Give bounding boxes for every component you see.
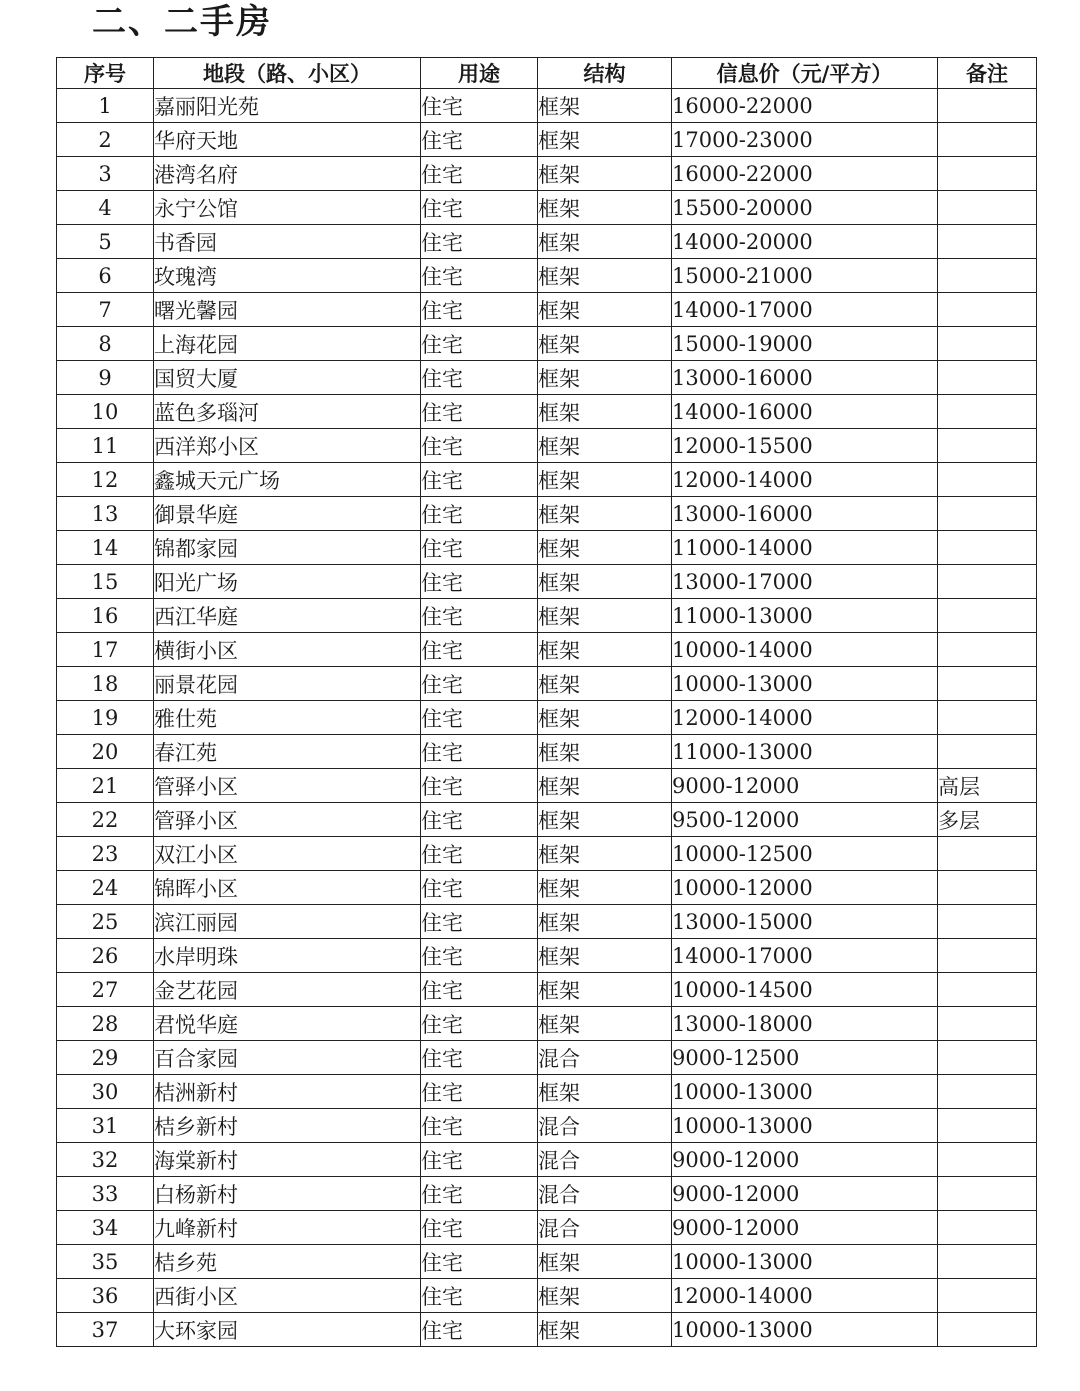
cell-usage: 住宅 — [421, 1109, 538, 1143]
table-row — [57, 667, 1037, 701]
cell-usage: 住宅 — [421, 1177, 538, 1211]
cell-no: 17 — [57, 633, 154, 667]
cell-note — [938, 123, 1037, 157]
cell-location: 国贸大厦 — [154, 361, 421, 395]
cell-location: 春江苑 — [154, 735, 421, 769]
cell-usage: 住宅 — [421, 599, 538, 633]
cell-usage: 住宅 — [421, 89, 538, 123]
cell-note — [938, 191, 1037, 225]
cell-usage: 住宅 — [421, 565, 538, 599]
cell-location: 九峰新村 — [154, 1211, 421, 1245]
cell-note — [938, 293, 1037, 327]
cell-note — [938, 361, 1037, 395]
cell-location: 御景华庭 — [154, 497, 421, 531]
cell-no: 29 — [57, 1041, 154, 1075]
cell-note — [938, 735, 1037, 769]
cell-usage: 住宅 — [421, 293, 538, 327]
cell-note: 高层 — [938, 769, 1037, 803]
cell-location: 白杨新村 — [154, 1177, 421, 1211]
cell-no: 37 — [57, 1313, 154, 1347]
cell-structure: 框架 — [538, 497, 672, 531]
cell-structure: 框架 — [538, 565, 672, 599]
table-row — [57, 89, 1037, 123]
cell-note — [938, 1211, 1037, 1245]
cell-location: 滨江丽园 — [154, 905, 421, 939]
cell-usage: 住宅 — [421, 225, 538, 259]
column-header-usage: 用途 — [421, 58, 538, 89]
cell-price: 14000-20000 — [672, 225, 938, 259]
cell-note — [938, 1245, 1037, 1279]
cell-location: 大环家园 — [154, 1313, 421, 1347]
table-row — [57, 361, 1037, 395]
cell-price: 9500-12000 — [672, 803, 938, 837]
cell-price: 10000-12000 — [672, 871, 938, 905]
table-row — [57, 1279, 1037, 1313]
cell-note — [938, 1075, 1037, 1109]
cell-usage: 住宅 — [421, 157, 538, 191]
cell-structure: 框架 — [538, 973, 672, 1007]
cell-no: 32 — [57, 1143, 154, 1177]
cell-structure: 框架 — [538, 633, 672, 667]
table-row — [57, 293, 1037, 327]
table-row — [57, 1075, 1037, 1109]
cell-no: 23 — [57, 837, 154, 871]
cell-price: 14000-17000 — [672, 939, 938, 973]
cell-location: 华府天地 — [154, 123, 421, 157]
cell-location: 西街小区 — [154, 1279, 421, 1313]
cell-usage: 住宅 — [421, 735, 538, 769]
cell-location: 金艺花园 — [154, 973, 421, 1007]
cell-location: 曙光馨园 — [154, 293, 421, 327]
cell-note — [938, 89, 1037, 123]
cell-price: 9000-12000 — [672, 1143, 938, 1177]
cell-location: 横街小区 — [154, 633, 421, 667]
cell-note — [938, 259, 1037, 293]
cell-structure: 框架 — [538, 837, 672, 871]
column-header-location: 地段（路、小区） — [154, 58, 421, 89]
cell-structure: 框架 — [538, 531, 672, 565]
cell-note — [938, 531, 1037, 565]
cell-usage: 住宅 — [421, 327, 538, 361]
cell-location: 海棠新村 — [154, 1143, 421, 1177]
table-row — [57, 905, 1037, 939]
cell-note — [938, 599, 1037, 633]
table-row — [57, 735, 1037, 769]
cell-usage: 住宅 — [421, 1041, 538, 1075]
cell-note — [938, 667, 1037, 701]
cell-structure: 混合 — [538, 1177, 672, 1211]
cell-price: 12000-14000 — [672, 1279, 938, 1313]
cell-location: 君悦华庭 — [154, 1007, 421, 1041]
cell-usage: 住宅 — [421, 1007, 538, 1041]
table-row — [57, 429, 1037, 463]
cell-structure: 框架 — [538, 1279, 672, 1313]
cell-no: 26 — [57, 939, 154, 973]
cell-usage: 住宅 — [421, 633, 538, 667]
cell-location: 丽景花园 — [154, 667, 421, 701]
cell-location: 玫瑰湾 — [154, 259, 421, 293]
cell-usage: 住宅 — [421, 395, 538, 429]
cell-note — [938, 701, 1037, 735]
cell-note: 多层 — [938, 803, 1037, 837]
cell-note — [938, 565, 1037, 599]
cell-location: 锦晖小区 — [154, 871, 421, 905]
cell-structure: 框架 — [538, 1245, 672, 1279]
cell-price: 17000-23000 — [672, 123, 938, 157]
cell-usage: 住宅 — [421, 701, 538, 735]
cell-usage: 住宅 — [421, 259, 538, 293]
cell-structure: 框架 — [538, 1075, 672, 1109]
cell-no: 33 — [57, 1177, 154, 1211]
cell-usage: 住宅 — [421, 1211, 538, 1245]
cell-location: 永宁公馆 — [154, 191, 421, 225]
cell-no: 2 — [57, 123, 154, 157]
cell-note — [938, 633, 1037, 667]
cell-no: 25 — [57, 905, 154, 939]
table-row — [57, 1143, 1037, 1177]
cell-price: 13000-18000 — [672, 1007, 938, 1041]
cell-no: 31 — [57, 1109, 154, 1143]
cell-usage: 住宅 — [421, 667, 538, 701]
cell-structure: 框架 — [538, 667, 672, 701]
table-row — [57, 1041, 1037, 1075]
table-row — [57, 769, 1037, 803]
cell-structure: 框架 — [538, 191, 672, 225]
cell-no: 1 — [57, 89, 154, 123]
cell-note — [938, 871, 1037, 905]
cell-price: 9000-12000 — [672, 1177, 938, 1211]
table-row — [57, 939, 1037, 973]
cell-no: 12 — [57, 463, 154, 497]
cell-location: 锦都家园 — [154, 531, 421, 565]
table-row — [57, 259, 1037, 293]
cell-structure: 框架 — [538, 905, 672, 939]
column-header-note: 备注 — [938, 58, 1037, 89]
cell-structure: 框架 — [538, 157, 672, 191]
cell-no: 18 — [57, 667, 154, 701]
cell-price: 15500-20000 — [672, 191, 938, 225]
table-row — [57, 463, 1037, 497]
cell-no: 14 — [57, 531, 154, 565]
cell-location: 百合家园 — [154, 1041, 421, 1075]
cell-usage: 住宅 — [421, 463, 538, 497]
cell-location: 西江华庭 — [154, 599, 421, 633]
table-row — [57, 701, 1037, 735]
table-row — [57, 191, 1037, 225]
cell-location: 嘉丽阳光苑 — [154, 89, 421, 123]
cell-usage: 住宅 — [421, 1279, 538, 1313]
table-row — [57, 327, 1037, 361]
cell-usage: 住宅 — [421, 769, 538, 803]
table-row — [57, 497, 1037, 531]
table-row — [57, 837, 1037, 871]
cell-location: 桔乡新村 — [154, 1109, 421, 1143]
cell-location: 港湾名府 — [154, 157, 421, 191]
cell-price: 10000-13000 — [672, 1075, 938, 1109]
cell-price: 10000-12500 — [672, 837, 938, 871]
cell-no: 27 — [57, 973, 154, 1007]
cell-usage: 住宅 — [421, 123, 538, 157]
table-row — [57, 1211, 1037, 1245]
cell-price: 12000-14000 — [672, 701, 938, 735]
cell-no: 21 — [57, 769, 154, 803]
cell-price: 12000-14000 — [672, 463, 938, 497]
cell-location: 上海花园 — [154, 327, 421, 361]
cell-usage: 住宅 — [421, 1075, 538, 1109]
cell-structure: 框架 — [538, 225, 672, 259]
cell-structure: 框架 — [538, 327, 672, 361]
cell-price: 16000-22000 — [672, 89, 938, 123]
cell-note — [938, 1109, 1037, 1143]
cell-usage: 住宅 — [421, 837, 538, 871]
cell-note — [938, 395, 1037, 429]
cell-price: 9000-12500 — [672, 1041, 938, 1075]
cell-location: 水岸明珠 — [154, 939, 421, 973]
cell-location: 蓝色多瑙河 — [154, 395, 421, 429]
column-header-structure: 结构 — [538, 58, 672, 89]
cell-structure: 框架 — [538, 1313, 672, 1347]
cell-structure: 框架 — [538, 429, 672, 463]
cell-note — [938, 1143, 1037, 1177]
cell-structure: 混合 — [538, 1109, 672, 1143]
cell-price: 10000-13000 — [672, 667, 938, 701]
cell-price: 11000-13000 — [672, 735, 938, 769]
cell-note — [938, 1007, 1037, 1041]
cell-price: 9000-12000 — [672, 769, 938, 803]
cell-usage: 住宅 — [421, 361, 538, 395]
cell-structure: 框架 — [538, 361, 672, 395]
cell-no: 7 — [57, 293, 154, 327]
cell-price: 12000-15500 — [672, 429, 938, 463]
cell-no: 3 — [57, 157, 154, 191]
price-table — [56, 57, 1037, 1347]
table-row — [57, 973, 1037, 1007]
table-row — [57, 1007, 1037, 1041]
table-row — [57, 157, 1037, 191]
table-row — [57, 1313, 1037, 1347]
cell-price: 10000-14500 — [672, 973, 938, 1007]
table-row — [57, 803, 1037, 837]
cell-structure: 框架 — [538, 293, 672, 327]
cell-location: 阳光广场 — [154, 565, 421, 599]
cell-structure: 框架 — [538, 769, 672, 803]
cell-location: 管驿小区 — [154, 769, 421, 803]
cell-structure: 框架 — [538, 735, 672, 769]
cell-price: 13000-16000 — [672, 361, 938, 395]
cell-usage: 住宅 — [421, 531, 538, 565]
cell-structure: 混合 — [538, 1143, 672, 1177]
cell-note — [938, 225, 1037, 259]
cell-note — [938, 157, 1037, 191]
cell-no: 13 — [57, 497, 154, 531]
cell-usage: 住宅 — [421, 1313, 538, 1347]
cell-no: 20 — [57, 735, 154, 769]
cell-structure: 混合 — [538, 1211, 672, 1245]
cell-note — [938, 1279, 1037, 1313]
cell-location: 管驿小区 — [154, 803, 421, 837]
cell-note — [938, 327, 1037, 361]
table-row — [57, 871, 1037, 905]
cell-location: 桔乡苑 — [154, 1245, 421, 1279]
cell-note — [938, 1041, 1037, 1075]
cell-price: 15000-19000 — [672, 327, 938, 361]
cell-structure: 框架 — [538, 701, 672, 735]
cell-usage: 住宅 — [421, 871, 538, 905]
cell-location: 雅仕苑 — [154, 701, 421, 735]
cell-no: 8 — [57, 327, 154, 361]
cell-no: 28 — [57, 1007, 154, 1041]
cell-note — [938, 837, 1037, 871]
cell-note — [938, 973, 1037, 1007]
cell-price: 9000-12000 — [672, 1211, 938, 1245]
cell-price: 11000-14000 — [672, 531, 938, 565]
cell-price: 13000-16000 — [672, 497, 938, 531]
cell-price: 10000-14000 — [672, 633, 938, 667]
cell-price: 16000-22000 — [672, 157, 938, 191]
cell-structure: 框架 — [538, 803, 672, 837]
cell-note — [938, 463, 1037, 497]
table-row — [57, 633, 1037, 667]
table-row — [57, 565, 1037, 599]
cell-price: 15000-21000 — [672, 259, 938, 293]
cell-price: 10000-13000 — [672, 1245, 938, 1279]
cell-location: 西洋郑小区 — [154, 429, 421, 463]
cell-usage: 住宅 — [421, 939, 538, 973]
cell-price: 10000-13000 — [672, 1313, 938, 1347]
cell-usage: 住宅 — [421, 905, 538, 939]
cell-structure: 框架 — [538, 259, 672, 293]
cell-no: 9 — [57, 361, 154, 395]
cell-no: 15 — [57, 565, 154, 599]
cell-location: 桔洲新村 — [154, 1075, 421, 1109]
cell-note — [938, 905, 1037, 939]
cell-no: 30 — [57, 1075, 154, 1109]
cell-usage: 住宅 — [421, 1245, 538, 1279]
cell-no: 5 — [57, 225, 154, 259]
cell-structure: 混合 — [538, 1041, 672, 1075]
cell-structure: 框架 — [538, 1007, 672, 1041]
cell-note — [938, 1177, 1037, 1211]
cell-structure: 框架 — [538, 463, 672, 497]
cell-location: 鑫城天元广场 — [154, 463, 421, 497]
cell-no: 10 — [57, 395, 154, 429]
cell-usage: 住宅 — [421, 973, 538, 1007]
cell-structure: 框架 — [538, 599, 672, 633]
cell-usage: 住宅 — [421, 803, 538, 837]
cell-usage: 住宅 — [421, 191, 538, 225]
section-title: 二、二手房 — [92, 2, 272, 42]
cell-note — [938, 939, 1037, 973]
table-row — [57, 1245, 1037, 1279]
cell-price: 14000-17000 — [672, 293, 938, 327]
cell-no: 16 — [57, 599, 154, 633]
cell-structure: 框架 — [538, 939, 672, 973]
table-row — [57, 599, 1037, 633]
cell-no: 22 — [57, 803, 154, 837]
cell-no: 35 — [57, 1245, 154, 1279]
table-row — [57, 1109, 1037, 1143]
cell-price: 10000-13000 — [672, 1109, 938, 1143]
cell-price: 11000-13000 — [672, 599, 938, 633]
cell-structure: 框架 — [538, 123, 672, 157]
cell-location: 书香园 — [154, 225, 421, 259]
cell-price: 13000-15000 — [672, 905, 938, 939]
cell-usage: 住宅 — [421, 429, 538, 463]
column-header-price: 信息价（元/平方） — [672, 58, 938, 89]
cell-price: 14000-16000 — [672, 395, 938, 429]
table-row — [57, 1177, 1037, 1211]
cell-location: 双江小区 — [154, 837, 421, 871]
table-row — [57, 531, 1037, 565]
table-body — [57, 89, 1037, 1347]
cell-structure: 框架 — [538, 871, 672, 905]
cell-note — [938, 497, 1037, 531]
table-row — [57, 225, 1037, 259]
cell-price: 13000-17000 — [672, 565, 938, 599]
cell-no: 24 — [57, 871, 154, 905]
cell-structure: 框架 — [538, 89, 672, 123]
cell-note — [938, 429, 1037, 463]
cell-no: 6 — [57, 259, 154, 293]
cell-usage: 住宅 — [421, 497, 538, 531]
cell-no: 34 — [57, 1211, 154, 1245]
cell-usage: 住宅 — [421, 1143, 538, 1177]
cell-structure: 框架 — [538, 395, 672, 429]
table-row — [57, 123, 1037, 157]
cell-no: 11 — [57, 429, 154, 463]
cell-no: 19 — [57, 701, 154, 735]
cell-note — [938, 1313, 1037, 1347]
cell-no: 36 — [57, 1279, 154, 1313]
cell-no: 4 — [57, 191, 154, 225]
column-header-no: 序号 — [57, 58, 154, 89]
header-row — [57, 58, 1037, 89]
table-row — [57, 395, 1037, 429]
